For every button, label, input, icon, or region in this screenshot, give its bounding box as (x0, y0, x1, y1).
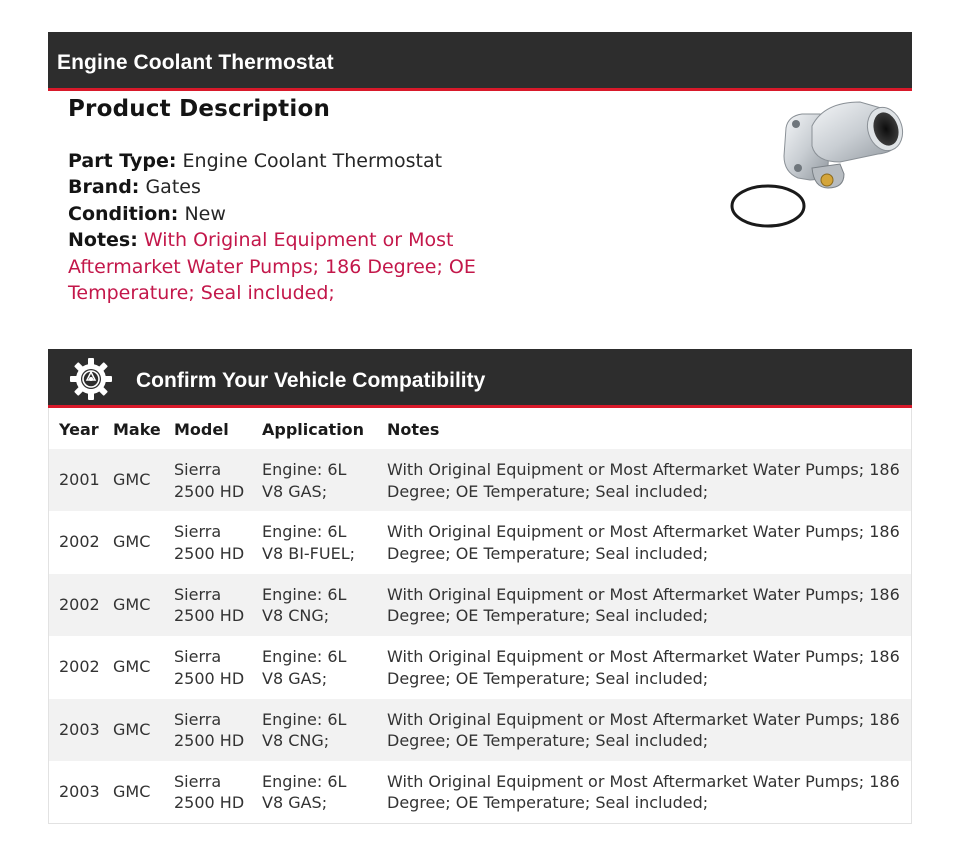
brand-value: Gates (145, 176, 201, 199)
cell-model: Sierra 2500 HD (174, 647, 245, 688)
cell-make: GMC (113, 719, 151, 739)
cell-application: Engine: 6L V8 GAS; (262, 647, 347, 688)
column-header-application: Application (262, 420, 365, 439)
cell-year: 2002 (59, 532, 100, 552)
cell-notes: With Original Equipment or Most Aftermarket Water Pumps; 186 Degree; OE Temperature; Seal included; (387, 460, 900, 501)
cell-year: 2002 (59, 657, 100, 677)
cell-model: Sierra 2500 HD (174, 709, 245, 751)
notes-value: With Original Equipment or Most Aftermarket Water Pumps; 186 Degree; OE Temperature; Seal included; (68, 229, 476, 305)
cell-year: 2002 (59, 594, 100, 614)
table-row (49, 449, 911, 511)
column-header-model: Model (174, 420, 229, 439)
brand-label: Brand: (68, 176, 140, 199)
cell-notes: With Original Equipment or Most Aftermarket Water Pumps; 186 Degree; OE Temperature; Seal included; (387, 584, 900, 626)
product-description (68, 96, 488, 306)
part-type-value: Engine Coolant Thermostat (182, 150, 443, 172)
table-row (49, 511, 911, 573)
gear-icon (69, 357, 113, 401)
compatibility-table (48, 408, 912, 824)
table-header (49, 408, 911, 449)
cell-application: Engine: 6L V8 CNG; (262, 709, 347, 751)
brand-row (68, 174, 488, 200)
condition-row (68, 201, 488, 227)
condition-value: New (184, 202, 226, 225)
part-type-row (68, 148, 488, 174)
cell-model: Sierra 2500 HD (174, 460, 245, 501)
part-type-label: Part Type: (68, 150, 177, 172)
column-header-make: Make (113, 420, 161, 439)
cell-notes: With Original Equipment or Most Aftermarket Water Pumps; 186 Degree; OE Temperature; Seal included; (387, 771, 900, 813)
cell-notes: With Original Equipment or Most Aftermarket Water Pumps; 186 Degree; OE Temperature; Seal included; (387, 709, 900, 751)
notes-label: Notes: (68, 229, 138, 252)
table-row (49, 761, 911, 823)
cell-model: Sierra 2500 HD (174, 584, 245, 626)
cell-make: GMC (113, 781, 151, 801)
description-details (68, 148, 488, 306)
cell-make: GMC (113, 470, 151, 489)
cell-make: GMC (113, 657, 151, 677)
column-header-notes: Notes (387, 420, 440, 439)
cell-make: GMC (113, 594, 151, 614)
cell-application: Engine: 6L V8 BI-FUEL; (262, 522, 356, 563)
notes-row (68, 227, 488, 306)
compatibility-title: Confirm Your Vehicle Compatibility (136, 369, 486, 392)
thermostat-housing-image (728, 96, 912, 232)
table-body (49, 449, 911, 823)
column-header-year: Year (59, 420, 99, 439)
cell-make: GMC (113, 532, 151, 552)
cell-model: Sierra 2500 HD (174, 771, 245, 813)
compatibility-header (48, 349, 912, 408)
cell-model: Sierra 2500 HD (174, 522, 245, 563)
cell-notes: With Original Equipment or Most Aftermarket Water Pumps; 186 Degree; OE Temperature; Seal included; (387, 647, 900, 688)
cell-year: 2003 (59, 719, 100, 739)
cell-application: Engine: 6L V8 GAS; (262, 771, 347, 813)
description-heading: Product Description (68, 96, 331, 122)
table-row (49, 574, 911, 636)
table-row (49, 636, 911, 698)
cell-application: Engine: 6L V8 CNG; (262, 584, 347, 626)
table-row (49, 699, 911, 761)
cell-application: Engine: 6L V8 GAS; (262, 460, 347, 501)
cell-notes: With Original Equipment or Most Aftermarket Water Pumps; 186 Degree; OE Temperature; Seal included; (387, 522, 900, 563)
cell-year: 2001 (59, 470, 100, 489)
product-title: Engine Coolant Thermostat (57, 51, 334, 74)
product-title-bar (48, 32, 912, 91)
condition-label: Condition: (68, 202, 179, 225)
cell-year: 2003 (59, 781, 100, 801)
